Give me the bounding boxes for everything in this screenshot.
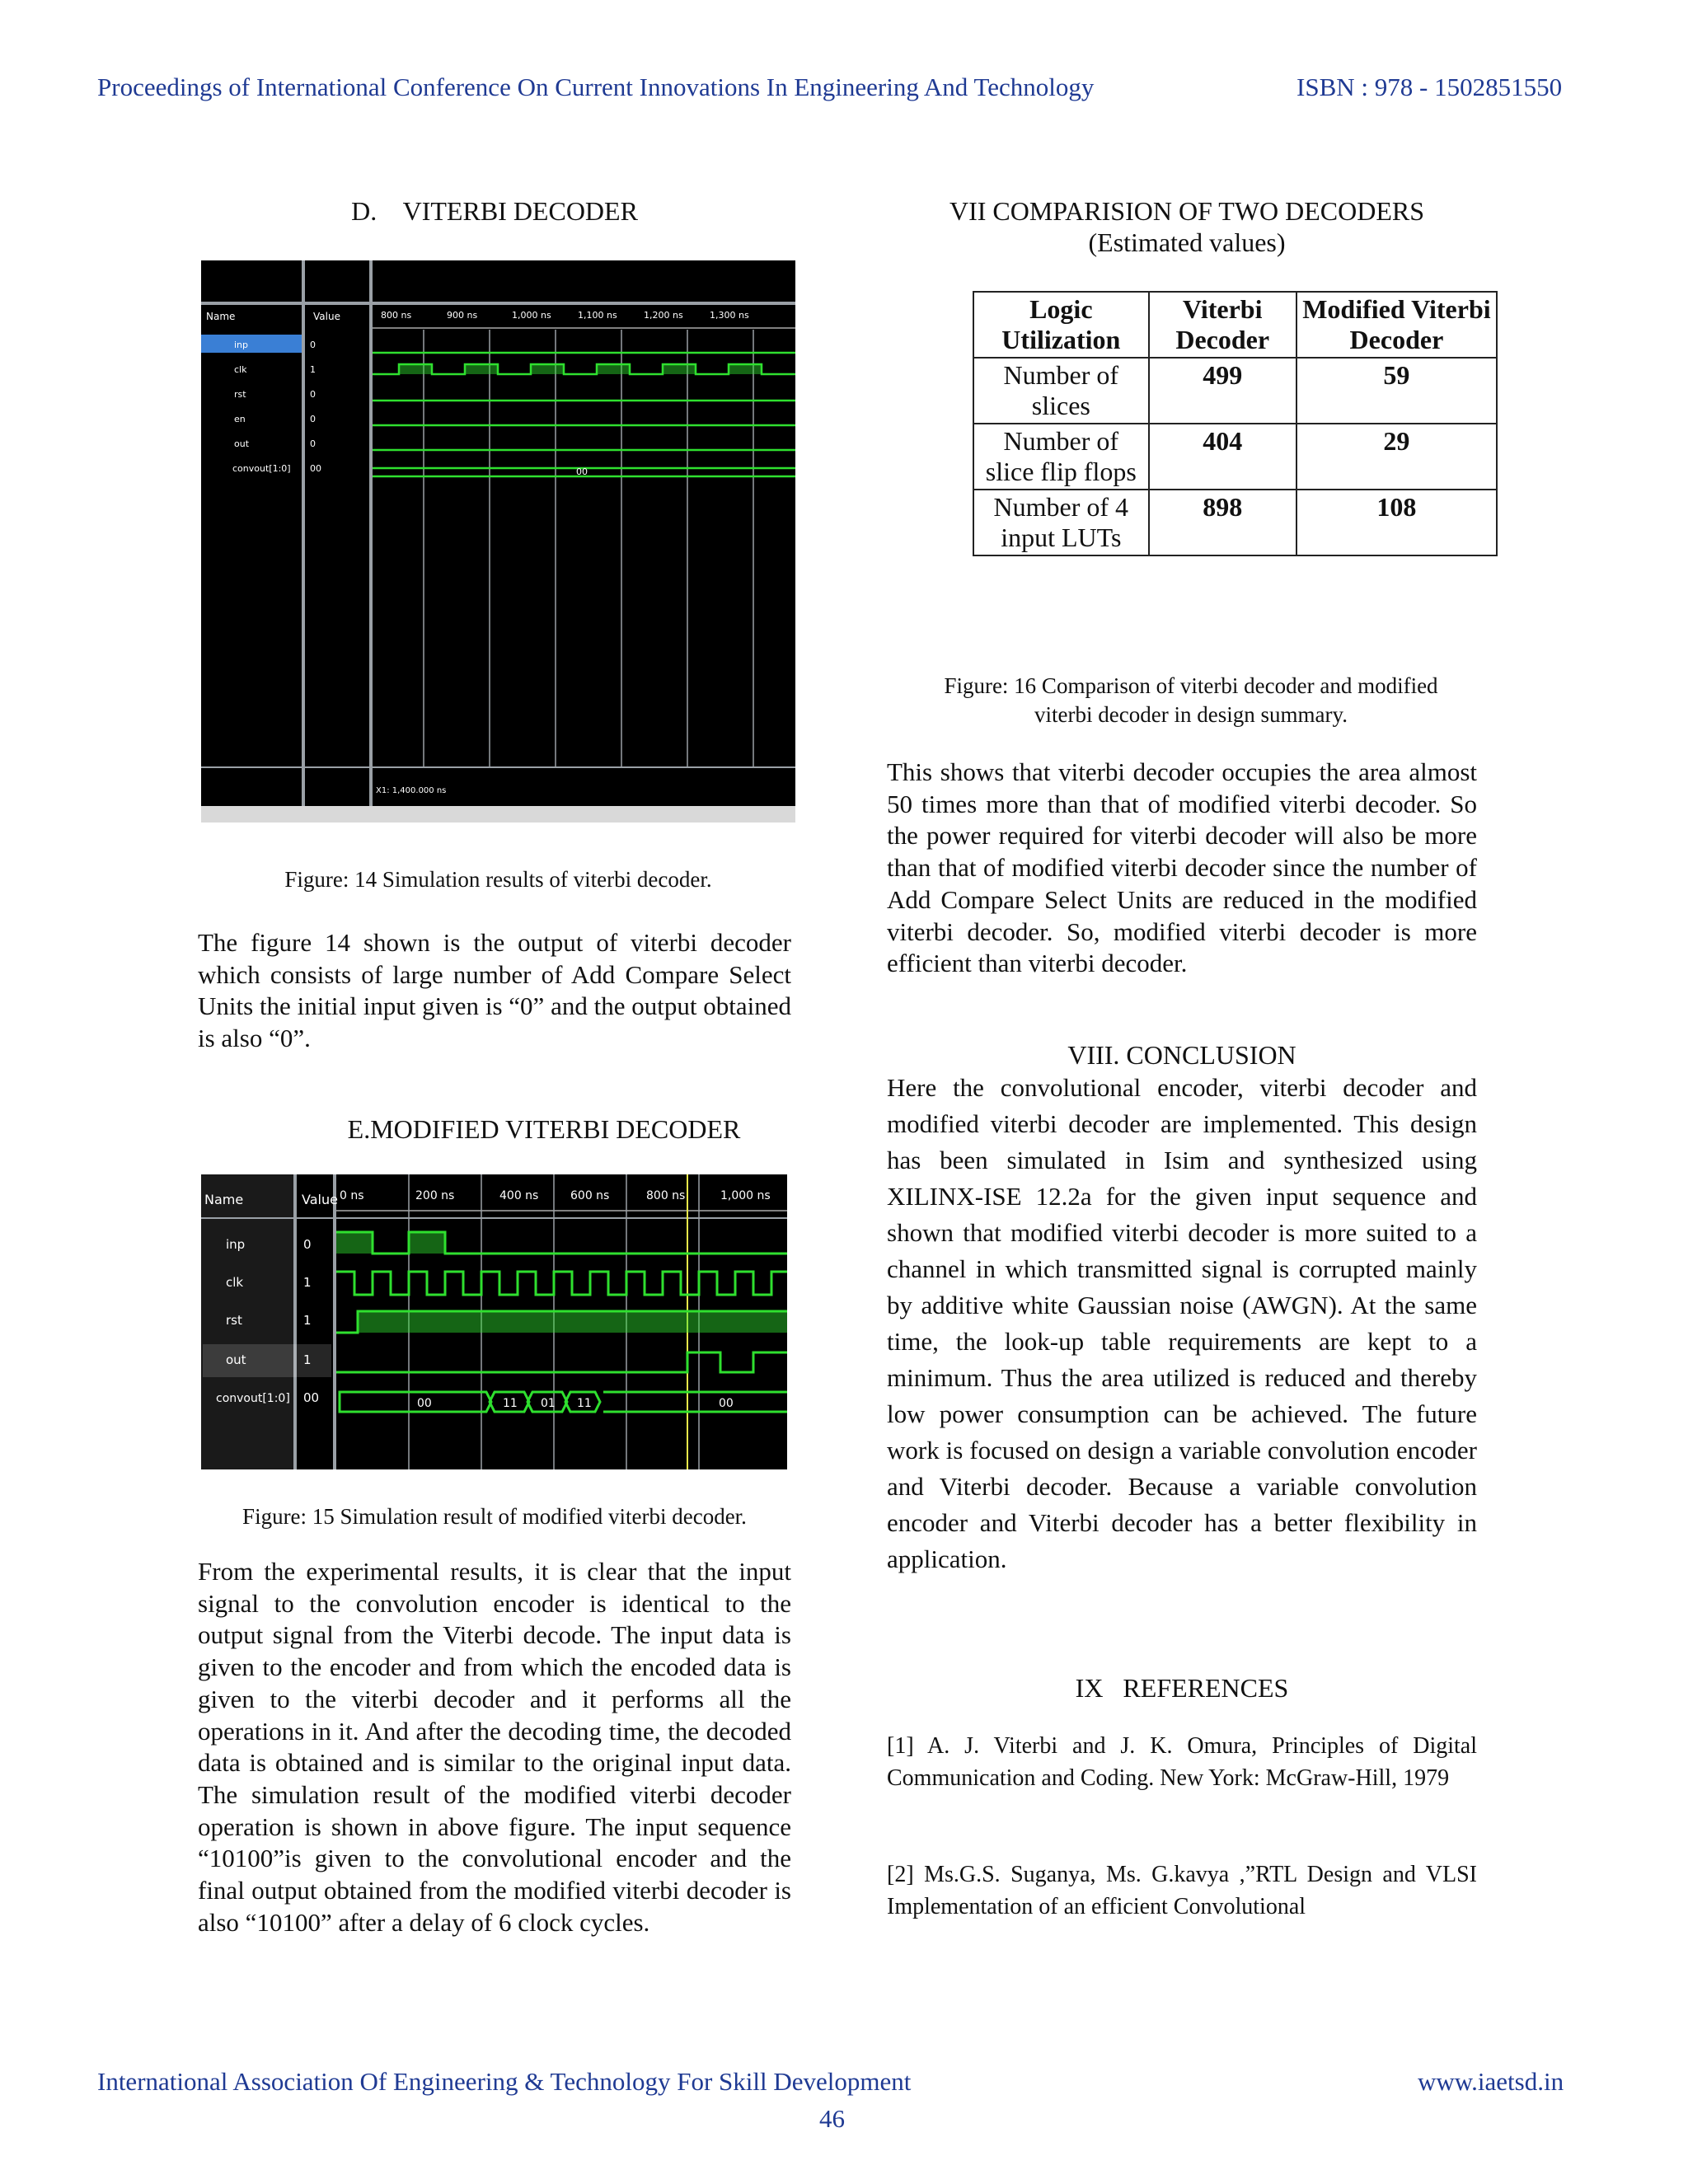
figure-14-svg <box>201 260 795 823</box>
fig14-col-name: Name <box>206 311 236 322</box>
table-cell-label: Number of 4 input LUTs <box>973 490 1149 555</box>
fig14-signal-inp: inp <box>234 340 249 350</box>
fig14-time-2: 1,000 ns <box>512 310 551 321</box>
figure-15-svg <box>201 1174 787 1469</box>
fig14-time-4: 1,200 ns <box>644 310 683 321</box>
section-7-subtitle: (Estimated values) <box>1088 227 1286 257</box>
reference-2: [2] Ms.G.S. Suganya, Ms. G.kavya ,”RTL Design and VLSI Implementation of an efficient Convolutional <box>887 1862 1477 1919</box>
table-header-viterbi: Viterbi Decoder <box>1149 292 1296 358</box>
fig15-bus-value-2: 01 <box>541 1397 556 1410</box>
table-cell-value: 898 <box>1149 490 1296 555</box>
fig14-value-inp: 0 <box>310 340 316 350</box>
fig15-time-5: 1,000 ns <box>720 1189 771 1202</box>
paragraph-fig14: The figure 14 shown is the output of viterbi decoder which consists of large number of Add Compare Select Units the initial input given is “0” and the output obtained is also “0”. <box>198 928 791 1053</box>
table-cell-value: 108 <box>1296 490 1497 555</box>
fig14-signal-convout: convout[1:0] <box>232 463 291 474</box>
table-cell-label: Number of slice flip flops <box>973 424 1149 490</box>
fig15-value-rst: 1 <box>303 1313 312 1328</box>
figure-14-caption: Figure: 14 Simulation results of viterbi decoder. <box>284 867 712 892</box>
section-d-title: D. VITERBI DECODER <box>351 196 638 226</box>
fig14-bus-value: 00 <box>576 466 588 477</box>
fig14-value-en: 0 <box>310 414 316 424</box>
comparison-table <box>973 291 1498 556</box>
table-cell-value: 404 <box>1149 424 1296 490</box>
fig15-time-2: 400 ns <box>499 1189 539 1202</box>
table-cell-value: 29 <box>1296 424 1497 490</box>
section-7-title: VII COMPARISION OF TWO DECODERS <box>949 196 1425 226</box>
header-isbn: ISBN : 978 - 1502851550 <box>1296 73 1563 101</box>
figure-15-caption: Figure: 15 Simulation result of modified viterbi decoder. <box>242 1504 747 1529</box>
fig14-signal-out: out <box>234 438 250 449</box>
fig15-value-convout: 00 <box>303 1390 320 1405</box>
table-row <box>973 490 1497 555</box>
fig14-signal-en: en <box>234 414 246 424</box>
fig15-time-3: 600 ns <box>570 1189 610 1202</box>
table-row <box>973 424 1497 490</box>
table-header-row <box>973 292 1497 358</box>
figure-16-caption-line2: viterbi decoder in design summary. <box>1034 702 1348 727</box>
fig14-value-out: 0 <box>310 438 316 449</box>
fig14-time-1: 900 ns <box>447 310 478 321</box>
section-e-title: E.MODIFIED VITERBI DECODER <box>347 1114 741 1144</box>
figure-15-waveform <box>201 1174 787 1469</box>
fig15-value-out: 1 <box>303 1352 312 1367</box>
fig15-bus-value-4: 00 <box>719 1397 734 1410</box>
fig15-signal-rst: rst <box>226 1313 242 1328</box>
table-row <box>973 358 1497 424</box>
footer-website[interactable]: www.iaetsd.in <box>1418 2067 1564 2096</box>
references-title: IX REFERENCES <box>1075 1673 1289 1703</box>
fig14-value-convout: 00 <box>310 463 321 474</box>
fig15-time-0: 0 ns <box>340 1189 364 1202</box>
table-header-logic: Logic Utilization <box>973 292 1149 358</box>
fig14-cursor: X1: 1,400.000 ns <box>376 786 447 795</box>
fig14-signal-clk: clk <box>234 364 247 375</box>
fig14-time-0: 800 ns <box>381 310 412 321</box>
paragraph-results: From the experimental results, it is clear that the input signal to the convolution encoder is identical to the output signal from the Viterbi decode. The input data is given to the encoder and from which the encoded data is given to the viterbi decoder and it performs all the operations in it. And after the decoding time, the decoded data is obtained and is similar to the original input data. The simulation result of the modified viterbi decoder operation is shown in above figure. The input sequence “10100”is given to the convolutional encoder and the final output obtained from the modified viterbi decoder is also “10100” after a delay of 6 clock cycles. <box>198 1557 791 1937</box>
fig15-value-inp: 0 <box>303 1237 312 1252</box>
fig14-signal-rst: rst <box>234 389 246 400</box>
fig15-bus-value-0: 00 <box>417 1397 432 1410</box>
figure-16-caption-line1: Figure: 16 Comparison of viterbi decoder and modified <box>944 673 1438 698</box>
fig14-time-3: 1,100 ns <box>578 310 617 321</box>
fig15-bus-value-3: 11 <box>577 1397 592 1410</box>
table-cell-value: 499 <box>1149 358 1296 424</box>
fig15-time-4: 800 ns <box>646 1189 686 1202</box>
table-header-modified: Modified Viterbi Decoder <box>1296 292 1497 358</box>
conclusion-title: VIII. CONCLUSION <box>1067 1040 1296 1070</box>
table-cell-value: 59 <box>1296 358 1497 424</box>
paragraph-comparison: This shows that viterbi decoder occupies the area almost 50 times more than that of modified viterbi decoder. So the power required for viterbi decoder will also be more than that of modified viterbi decoder since the number of Add Compare Select Units are reduced in the modified viterbi decoder. So, modified viterbi decoder is more efficient than viterbi decoder. <box>887 757 1477 978</box>
fig15-signal-clk: clk <box>226 1275 244 1290</box>
fig14-value-clk: 1 <box>310 364 316 375</box>
table-cell-label: Number of slices <box>973 358 1149 424</box>
figure-14-waveform <box>201 260 795 823</box>
conclusion-text: Here the convolutional encoder, viterbi decoder and modified viterbi decoder are implemented. This design has been simulated in Isim and synthesized using XILINX-ISE 12.2a for the given input sequence and shown that modified viterbi decoder is more suited to a channel in which transmitted signal is corrupted mainly by additive white Gaussian noise (AWGN). At the same time, the look-up table requirements are kept to a minimum. Thus the area utilized is reduced and thereby low power consumption can be achieved. The future work is focused on design a variable convolution encoder and Viterbi decoder. Because a variable convolution encoder and Viterbi decoder has a better flexibility in application. <box>887 1073 1477 1573</box>
header-conference: Proceedings of International Conference On Current Innovations In Engineering And Technology <box>97 73 1095 101</box>
fig15-col-value: Value <box>302 1192 338 1207</box>
fig15-signal-out: out <box>226 1352 246 1367</box>
fig14-value-rst: 0 <box>310 389 316 400</box>
fig15-time-1: 200 ns <box>415 1189 455 1202</box>
fig15-value-clk: 1 <box>303 1275 312 1290</box>
fig14-time-5: 1,300 ns <box>710 310 749 321</box>
fig15-signal-inp: inp <box>226 1237 246 1252</box>
fig14-col-value: Value <box>313 311 340 322</box>
reference-1: [1] A. J. Viterbi and J. K. Omura, Principles of Digital Communication and Coding. New York: McGraw-Hill, 1979 <box>887 1733 1477 1791</box>
fig15-col-name: Name <box>204 1192 244 1207</box>
page-number: 46 <box>819 2104 845 2133</box>
fig15-bus-value-1: 11 <box>503 1397 518 1410</box>
fig15-signal-convout: convout[1:0] <box>216 1392 290 1405</box>
footer-association: International Association Of Engineering & Technology For Skill Development <box>97 2067 912 2096</box>
